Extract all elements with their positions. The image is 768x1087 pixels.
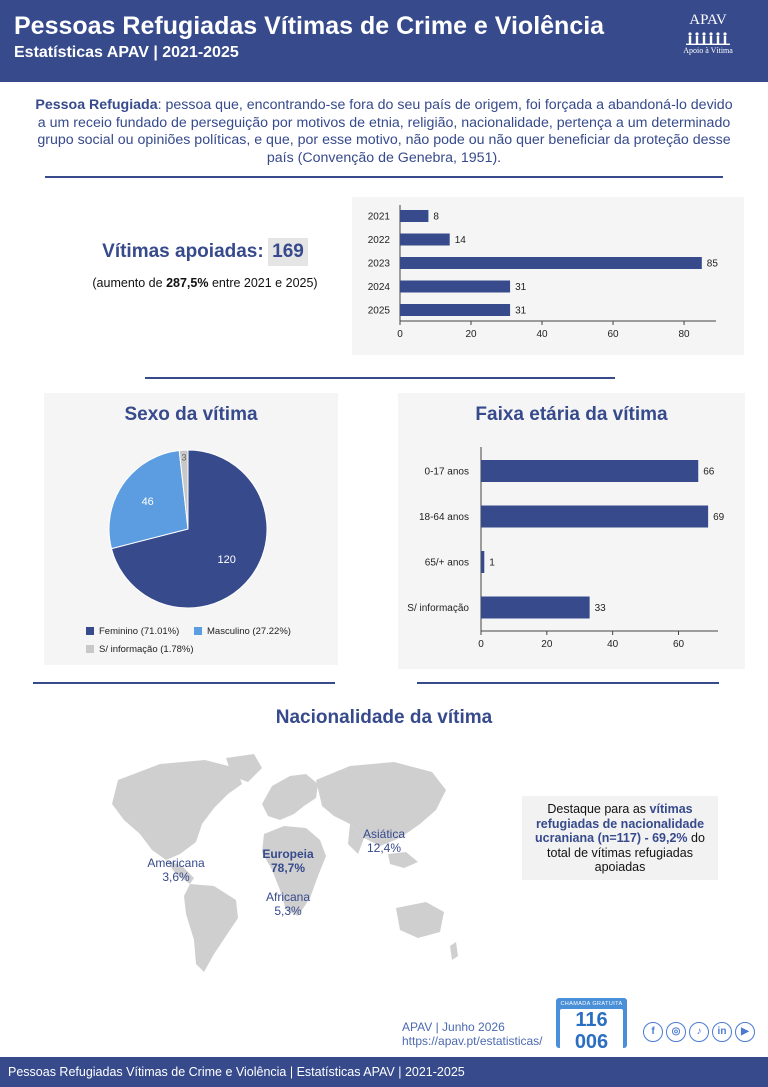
- data-label: 31: [515, 282, 527, 293]
- data-label: 1: [489, 557, 495, 569]
- region-asiatica: [346, 827, 422, 855]
- data-label: 33: [594, 603, 606, 614]
- legend-item: [86, 644, 194, 655]
- region-name: Asiática: [362, 827, 406, 841]
- age-chart-title: Faixa etária da vítima: [475, 404, 668, 425]
- logo-brand: APAV: [689, 12, 727, 28]
- bar: [400, 304, 510, 316]
- logo-tagline: Apoio à Vítima: [683, 46, 733, 55]
- victims-summary: [60, 238, 350, 290]
- region-americana: [138, 856, 214, 884]
- victims-label: Vítimas apoiadas:: [102, 241, 264, 262]
- category-label: 65/+ anos: [424, 557, 469, 569]
- increase-value: 287,5%: [166, 276, 209, 290]
- data-label: 14: [454, 235, 466, 246]
- linkedin-icon[interactable]: in: [712, 1022, 732, 1042]
- increase-suffix: entre 2021 e 2025): [208, 276, 318, 290]
- x-tick-label: 40: [536, 329, 548, 340]
- instagram-icon[interactable]: ◎: [666, 1022, 686, 1042]
- stats-link[interactable]: https://apav.pt/estatisticas/: [402, 1034, 543, 1048]
- victims-count: 169: [268, 238, 308, 266]
- region-name: Africana: [265, 890, 311, 904]
- sex-chart-panel: [44, 393, 338, 665]
- apav-logo[interactable]: [680, 12, 736, 62]
- legend-swatch: [194, 627, 202, 635]
- youtube-icon[interactable]: ▶: [735, 1022, 755, 1042]
- bar: [481, 506, 708, 528]
- category-label: 0-17 anos: [424, 466, 469, 478]
- legend-label: S/ informação (1.78%): [99, 644, 194, 655]
- increase-prefix: (aumento de: [92, 276, 167, 290]
- data-label: 31: [515, 305, 527, 317]
- hotline-top: CHAMADA GRATUITA: [560, 1001, 623, 1007]
- definition-term: Pessoa Refugiada: [35, 97, 158, 113]
- data-label: 8: [433, 211, 439, 223]
- category-label: 2024: [367, 282, 390, 293]
- slice-label: 46: [141, 496, 154, 509]
- age-bar-chart: [398, 393, 745, 669]
- region-value: 78,7%: [270, 861, 306, 875]
- header: [0, 0, 768, 82]
- australia-shape: [396, 902, 444, 938]
- facebook-icon[interactable]: f: [643, 1022, 663, 1042]
- x-tick-label: 0: [478, 639, 484, 650]
- sex-chart-legend: [44, 393, 338, 665]
- x-tick-label: 60: [607, 329, 619, 340]
- sex-chart-title: Sexo da vítima: [124, 404, 258, 425]
- category-label: 2021: [367, 211, 390, 223]
- page-subtitle: Estatísticas APAV | 2021-2025: [14, 44, 239, 61]
- x-tick-label: 20: [541, 639, 553, 650]
- tiktok-icon[interactable]: ♪: [689, 1022, 709, 1042]
- nationality-title: Nacionalidade da vítima: [275, 707, 493, 728]
- people-icon: [686, 31, 730, 45]
- region-value: 3,6%: [162, 870, 190, 884]
- highlight-suffix: do total de vítimas refugiadas apoiadas: [547, 831, 705, 874]
- x-tick-label: 80: [678, 329, 690, 340]
- divider: [145, 377, 615, 379]
- divider: [33, 682, 335, 684]
- hotline-number: 116 006: [560, 1009, 623, 1053]
- credit: [402, 1020, 543, 1048]
- category-label: S/ informação: [407, 603, 469, 614]
- divider: [417, 682, 719, 684]
- bar: [400, 234, 450, 246]
- category-label: 2023: [367, 258, 390, 270]
- legend-swatch: [86, 627, 94, 635]
- bar: [400, 210, 428, 222]
- legend-swatch: [86, 645, 94, 653]
- highlight-prefix: Destaque para as: [547, 802, 650, 816]
- data-label: 85: [706, 258, 718, 270]
- legend-item: [194, 626, 291, 637]
- north-america-shape: [112, 760, 242, 860]
- x-tick-label: 40: [607, 639, 619, 650]
- page-title: Pessoas Refugiadas Vítimas de Crime e Violência: [14, 12, 605, 40]
- category-label: 2025: [367, 305, 390, 317]
- slice-label: 120: [217, 554, 236, 567]
- bar: [481, 460, 698, 482]
- bar: [481, 597, 590, 619]
- yearly-chart-panel: [352, 197, 744, 355]
- region-name: Americana: [147, 856, 205, 870]
- region-name: Europeia: [262, 847, 314, 861]
- refugee-definition: [30, 97, 738, 167]
- victims-increase: [60, 276, 350, 290]
- data-label: 66: [703, 466, 715, 478]
- slice-label: 3: [181, 452, 187, 463]
- hotline-badge[interactable]: [556, 998, 627, 1053]
- data-label: 69: [713, 512, 725, 523]
- bar: [400, 257, 702, 269]
- x-tick-label: 20: [465, 329, 477, 340]
- bar: [481, 551, 484, 573]
- region-value: 5,3%: [274, 904, 302, 918]
- legend-label: Masculino (27.22%): [207, 626, 291, 637]
- x-tick-label: 0: [397, 329, 403, 340]
- new-zealand-shape: [450, 942, 458, 960]
- legend-label: Feminino (71.01%): [99, 626, 180, 637]
- category-label: 18-64 anos: [418, 512, 469, 523]
- ukraine-highlight: [522, 796, 718, 880]
- region-africana: [250, 890, 326, 918]
- bar: [400, 281, 510, 293]
- credit-date: APAV | Junho 2026: [402, 1020, 505, 1034]
- south-america-shape: [184, 884, 238, 972]
- legend-item: [86, 626, 179, 637]
- divider: [45, 176, 723, 178]
- region-europeia: [250, 847, 326, 875]
- yearly-bar-chart: [352, 197, 744, 355]
- age-chart-panel: [398, 393, 745, 669]
- highlight-emphasis: vítimas refugiadas de nacionalidade ucraniana (n=117) - 69,2%: [535, 802, 705, 845]
- definition-text: : pessoa que, encontrando-se fora do seu país de origem, foi forçada a abandoná-lo devido a um receio fundado de perseguição por motivos de etnia, religião, nacionalidade, pertença a um determinado grupo social ou opiniões políticas, e que, por esse motivo, não pode ou não quer beneficiar da proteção desse país (Convenção de Genebra, 1951).: [37, 97, 733, 166]
- category-label: 2022: [367, 235, 390, 246]
- region-value: 12,4%: [366, 841, 402, 855]
- footer: Pessoas Refugiadas Vítimas de Crime e Violência | Estatísticas APAV | 2021-2025: [0, 1057, 768, 1087]
- europe-shape: [262, 774, 318, 820]
- x-tick-label: 60: [672, 639, 685, 650]
